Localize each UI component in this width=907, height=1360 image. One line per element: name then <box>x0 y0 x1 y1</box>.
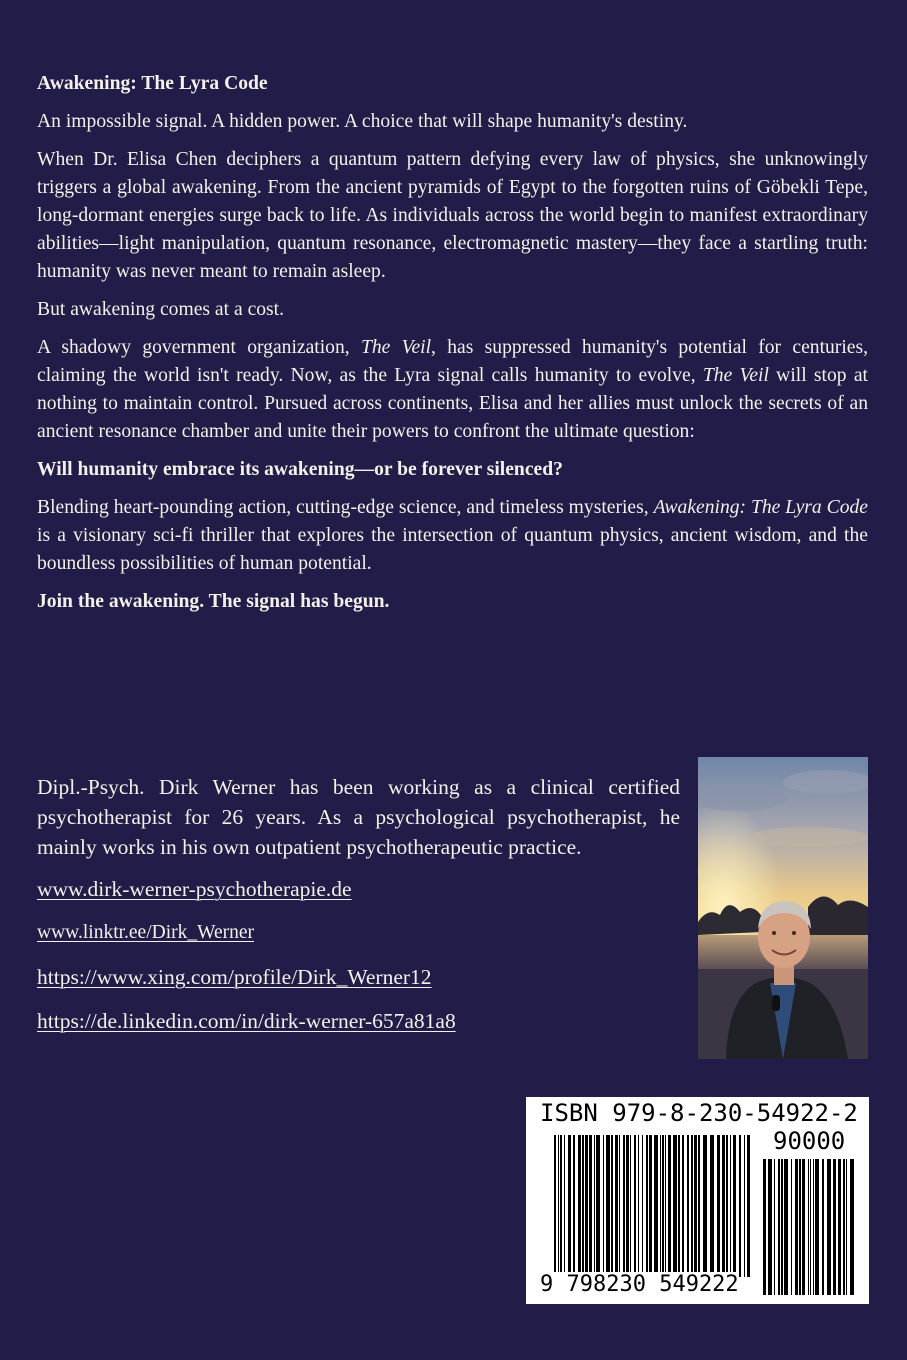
blurb-paragraph-3 <box>37 334 868 446</box>
barcode-bar <box>665 1135 666 1277</box>
barcode-bar <box>619 1135 620 1277</box>
barcode-bar <box>799 1159 801 1295</box>
blurb-paragraph-1: When Dr. Elisa Chen deciphers a quantum pattern defying every law of physics, she unknowingly triggers a global awakening. From the ancient pyramids of Egypt to the forgotten ruins of Göbekli Tepe, long-dormant energies surge back to life. As individuals across the world begin to manifest extraordinary abilities—light manipulation, quantum resonance, electromagnetic mastery—they face a startling truth: humanity was never meant to remain asleep. <box>37 149 868 282</box>
barcode-bar <box>744 1135 745 1277</box>
barcode-bar <box>774 1159 775 1295</box>
barcode-bar <box>573 1135 575 1277</box>
barcode-bar <box>768 1159 772 1295</box>
blurb-paragraph-2: But awakening comes at a cost. <box>37 299 285 320</box>
barcode-bar <box>634 1135 636 1277</box>
barcode-bar <box>833 1159 836 1295</box>
barcode-bar <box>747 1135 750 1277</box>
barcode-bar <box>703 1135 707 1277</box>
barcode-bar <box>763 1159 766 1295</box>
blurb-paragraph-3-part-b: , has suppressed humanity's potential for centuries, claiming the world isn't ready. Now, as the Lyra signal calls humanity to evolve, <box>37 337 868 386</box>
barcode-bar <box>582 1135 584 1277</box>
barcode-bar <box>733 1135 736 1277</box>
barcode-bar <box>778 1159 780 1295</box>
barcode-bar <box>558 1135 559 1277</box>
book-title-italic: Awakening: The Lyra Code <box>653 497 868 518</box>
barcode-bar <box>646 1135 648 1277</box>
closing-line: Join the awakening. The signal has begun. <box>37 591 390 612</box>
link-linktree[interactable]: www.linktr.ee/Dirk_Werner <box>37 922 255 943</box>
blurb-paragraph-3-part-c: will stop at nothing to maintain control. Pursued across continents, Elisa and her allies must unlock the secrets of an ancient resonance chamber and unite their powers to confront the ultimate question: <box>37 365 869 442</box>
the-veil-italic-2: The Veil <box>702 365 769 386</box>
barcode-bar <box>846 1159 847 1295</box>
barcode-bar <box>596 1135 600 1277</box>
barcode-bar <box>843 1159 845 1295</box>
barcode-bar <box>662 1135 664 1277</box>
barcode-digits: 9 798230 549222 <box>540 1272 739 1297</box>
barcode-bar <box>810 1159 811 1295</box>
barcode-bar <box>638 1135 639 1277</box>
barcode-bar <box>668 1135 671 1277</box>
barcode-bar <box>589 1135 592 1277</box>
author-photo-image <box>698 757 868 1059</box>
book-blurb <box>37 70 868 626</box>
barcode-bar <box>654 1135 658 1277</box>
barcode-bar <box>815 1159 819 1295</box>
author-links <box>37 874 680 1036</box>
barcode-bar <box>611 1135 613 1277</box>
isbn-barcode <box>526 1097 869 1304</box>
author-bio: Dipl.-Psych. Dirk Werner has been working as a clinical certified psychotherapist for 26 years. As a psychological psychotherapist, he mainly works in his own outpatient psychotherapeutic practice. <box>37 775 680 859</box>
barcode-bar <box>649 1135 652 1277</box>
barcode-bar <box>673 1135 677 1277</box>
link-website[interactable]: www.dirk-werner-psychotherapie.de <box>37 877 352 901</box>
barcode-bar <box>578 1135 581 1277</box>
barcode-bar <box>626 1135 629 1277</box>
barcode-bar <box>710 1135 714 1277</box>
barcode-bar <box>694 1135 697 1277</box>
barcode-bar <box>560 1135 562 1277</box>
barcode-bars <box>554 1135 753 1277</box>
barcode-bar <box>730 1135 731 1277</box>
key-question: Will humanity embrace its awakening—or be forever silenced? <box>37 459 563 480</box>
barcode-addon-bars <box>763 1159 855 1295</box>
blurb-paragraph-3-part-a: A shadowy government organization, <box>37 337 361 358</box>
barcode-bar <box>784 1159 788 1295</box>
barcode-bar <box>564 1135 565 1277</box>
barcode-bar <box>642 1135 643 1277</box>
barcode-bar <box>822 1159 824 1295</box>
barcode-bar <box>603 1135 604 1277</box>
barcode-bar <box>795 1159 798 1295</box>
barcode-bar <box>781 1159 783 1295</box>
barcode-bar <box>585 1135 588 1277</box>
barcode-bar <box>623 1135 625 1277</box>
tagline: An impossible signal. A hidden power. A choice that will shape humanity's destiny. <box>37 111 688 132</box>
link-xing[interactable]: https://www.xing.com/profile/Dirk_Werner12 <box>37 965 432 989</box>
barcode-bar <box>698 1135 700 1277</box>
link-linkedin[interactable]: https://de.linkedin.com/in/dirk-werner-657a81a8 <box>37 1009 456 1033</box>
barcode-bar <box>594 1135 595 1277</box>
barcode-bar <box>838 1159 841 1295</box>
barcode-bar <box>682 1135 684 1277</box>
barcode-bar <box>850 1159 854 1295</box>
author-section <box>37 772 680 1050</box>
price-code: 90000 <box>773 1127 846 1155</box>
barcode-bar <box>827 1159 831 1295</box>
blurb-paragraph-5-part-b: is a visionary sci-fi thriller that explores the intersection of quantum physics, ancient wisdom, and the boundless possibilities of human potential. <box>37 525 868 574</box>
barcode-bar <box>660 1135 661 1277</box>
book-title: Awakening: The Lyra Code <box>37 73 268 94</box>
barcode-bar <box>568 1135 571 1277</box>
barcode-bar <box>630 1135 631 1277</box>
blurb-paragraph-5 <box>37 494 868 578</box>
barcode-bar <box>722 1135 725 1277</box>
barcode-bar <box>687 1135 689 1277</box>
barcode-bar <box>691 1135 693 1277</box>
author-photo <box>698 757 868 1059</box>
barcode-bar <box>717 1135 720 1277</box>
barcode-bar <box>791 1159 792 1295</box>
barcode-bar <box>554 1135 556 1277</box>
barcode-bar <box>726 1135 728 1277</box>
barcode-bar <box>802 1159 805 1295</box>
barcode-bar <box>615 1135 618 1277</box>
blurb-paragraph-5-part-a: Blending heart-pounding action, cutting-edge science, and timeless mysteries, <box>37 497 654 518</box>
barcode-bar <box>808 1159 809 1295</box>
isbn-label: ISBN 979-8-230-54922-2 <box>540 1099 858 1127</box>
barcode-bar <box>606 1135 610 1277</box>
the-veil-italic: The Veil <box>360 337 432 358</box>
barcode-bar <box>678 1135 680 1277</box>
barcode-bar <box>813 1159 814 1295</box>
barcode-bar <box>739 1135 741 1277</box>
